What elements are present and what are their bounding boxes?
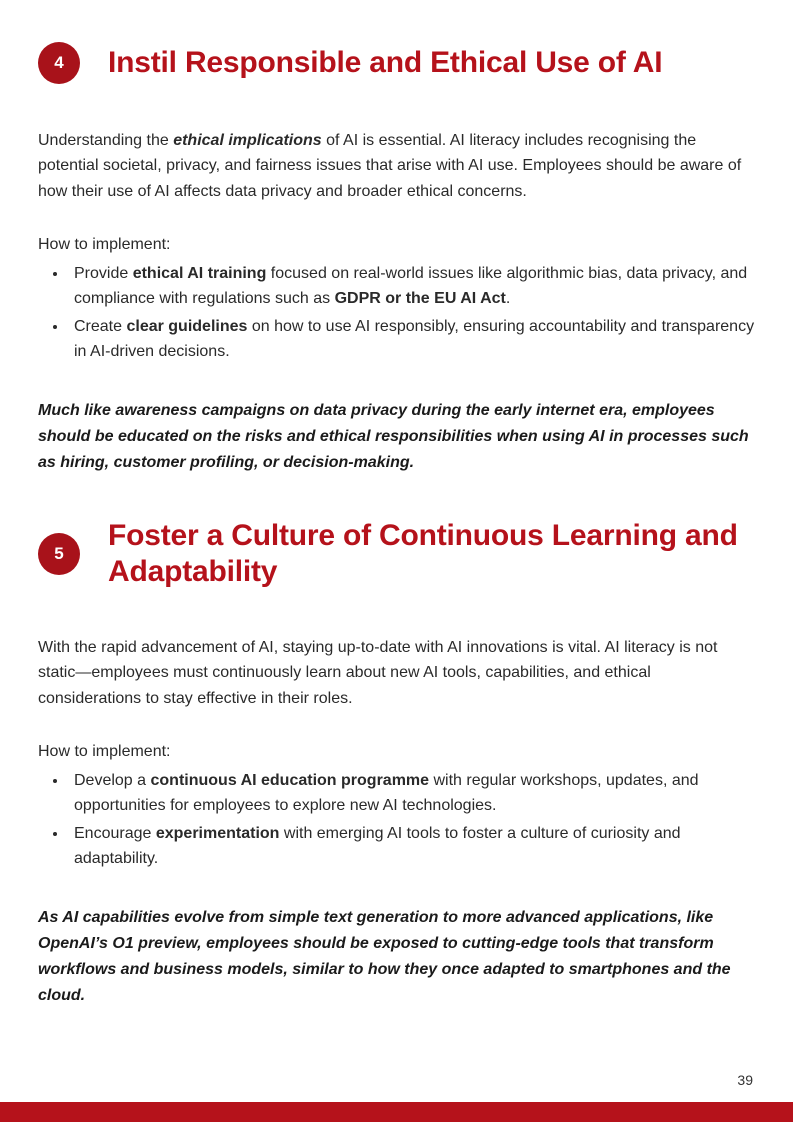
section-title: Instil Responsible and Ethical Use of AI	[108, 45, 663, 79]
callout-paragraph: As AI capabilities evolve from simple text generation to more advanced applications, like OpenAI’s O1 preview, employees should be exposed to cutting-edge tools that transform workflows and business models, similar to how they once adapted to smartphones and the cloud.	[38, 909, 731, 1004]
section-intro-paragraph	[38, 128, 755, 204]
bold-segment: ethical AI training	[132, 265, 267, 283]
section-title: Foster a Culture of Continuous Learning and Adaptability	[108, 518, 738, 589]
text-segment: focused on real-world issues like algorithmic bias, data privacy, and compliance with regulations such as	[74, 265, 748, 308]
section-5-header	[38, 518, 755, 591]
text-segment: with regular workshops, updates, and opportunities for employees to explore new AI technologies.	[74, 772, 699, 815]
text-segment: Provide	[74, 265, 133, 283]
list-item	[68, 821, 755, 872]
page-number: 39	[737, 1072, 753, 1088]
implementation-list	[38, 768, 755, 871]
section-number-badge	[38, 42, 80, 84]
implementation-list	[38, 261, 755, 364]
list-item	[68, 314, 755, 365]
bold-segment: continuous AI education programme	[150, 772, 430, 790]
callout-paragraph: Much like awareness campaigns on data privacy during the early internet era, employees should be educated on the risks and ethical responsibilities when using AI in processes such as hiring, customer profiling, or decision-making.	[38, 402, 749, 471]
bold-segment: GDPR or the EU AI Act	[334, 290, 506, 308]
section-number-badge	[38, 533, 80, 575]
how-to-implement-label: How to implement:	[38, 235, 171, 253]
list-item	[68, 768, 755, 819]
how-to-implement-label: How to implement:	[38, 742, 171, 760]
text-segment: Understanding the	[38, 132, 174, 149]
list-item	[68, 261, 755, 312]
bold-segment: experimentation	[155, 824, 280, 842]
text-segment: With the rapid advancement of AI, staying up-to-date with AI innovations is vital. AI literacy is not static—employees must continuously learn about new AI tools, capabilities, and ethical considerations to stay effective in their roles.	[38, 639, 718, 707]
section-number: 5	[54, 544, 64, 564]
section-number: 4	[54, 53, 64, 72]
bold-segment: clear guidelines	[126, 317, 248, 335]
text-segment: of AI is essential. AI literacy includes recognising the potential societal, privacy, and fairness issues that arise with AI use. Employees should be aware of how their use of AI affects data privacy and broader ethical concerns.	[38, 132, 742, 200]
section-intro-paragraph	[38, 635, 755, 711]
text-segment: on how to use AI responsibly, ensuring accountability and transparency in AI-driven decisions.	[74, 317, 755, 360]
text-segment: .	[505, 290, 511, 308]
text-segment: Develop a	[74, 772, 151, 790]
text-segment: Encourage	[74, 824, 156, 842]
footer-accent-bar	[0, 1102, 793, 1122]
section-4-header	[38, 42, 755, 84]
section-instil-ethical-ai	[38, 42, 755, 476]
section-continuous-learning	[38, 518, 755, 1009]
text-segment: with emerging AI tools to foster a culture of curiosity and adaptability.	[74, 824, 681, 867]
emphasis-segment: ethical implications	[173, 132, 322, 149]
text-segment: Create	[74, 317, 127, 335]
